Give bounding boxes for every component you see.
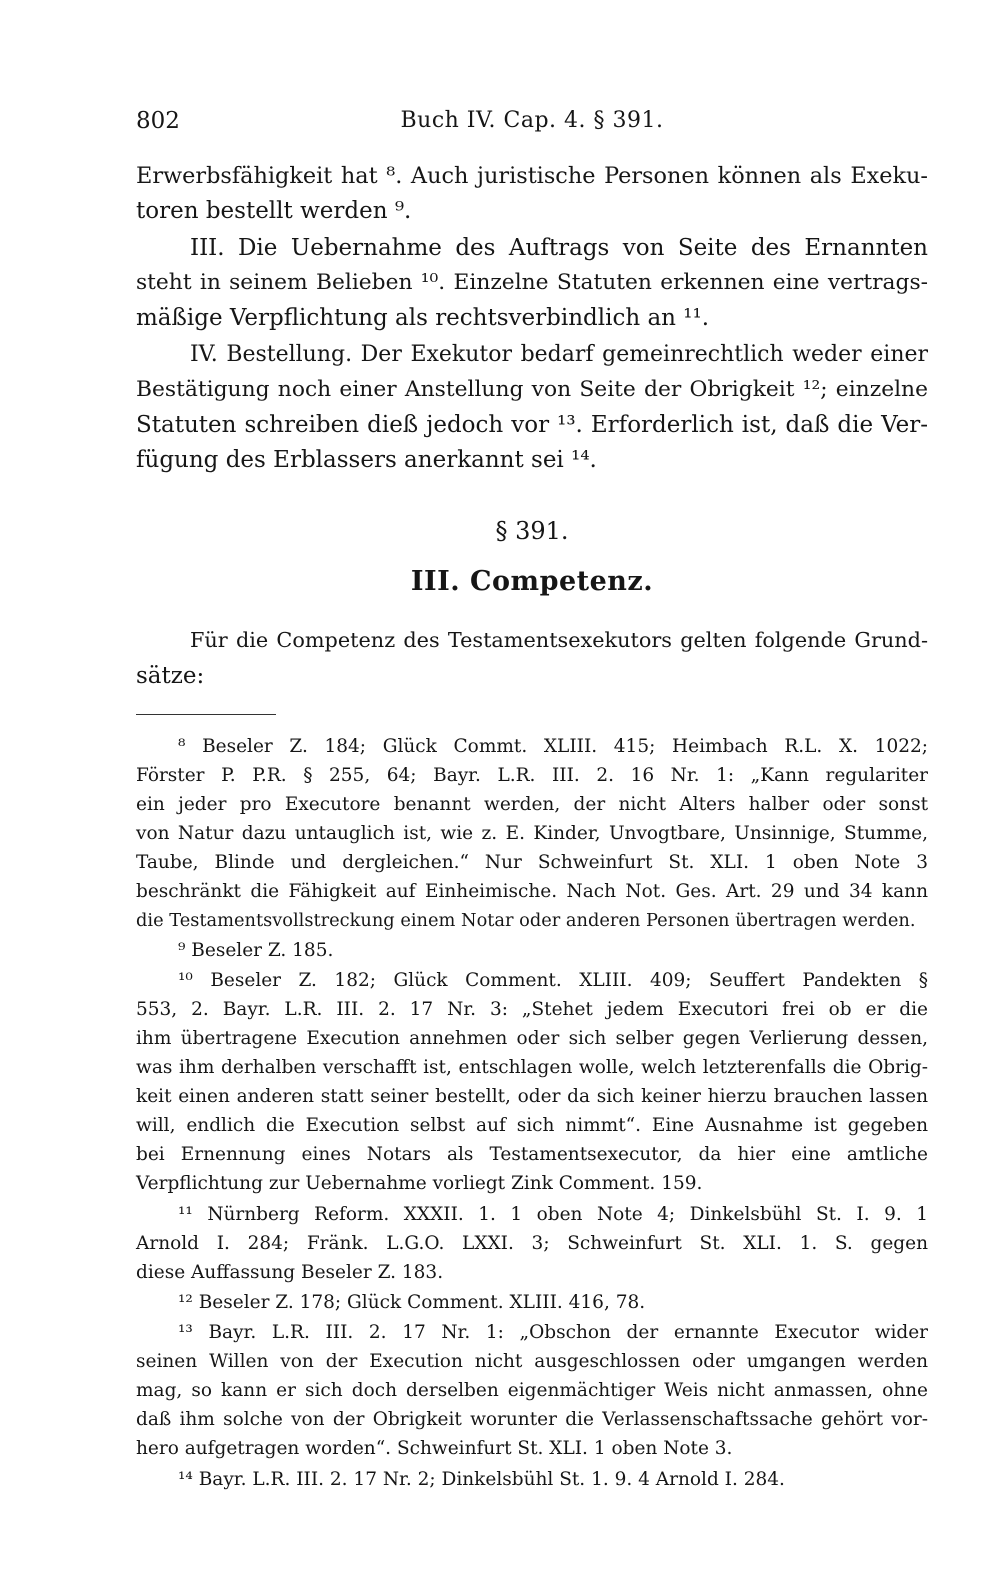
footnote-line: will, endlich die Execution selbst auf sich nimmt“. Eine Ausnahme ist gegeben [136, 1115, 928, 1136]
text-line: Erwerbsfähigkeit hat ⁸. Auch juristische Personen können als Exeku- [136, 163, 928, 189]
footnote-line: ¹³ Bayr. L.R. III. 2. 17 Nr. 1: „Obschon der ernannte Executor wider [178, 1322, 928, 1343]
footnote-line: 553, 2. Bayr. L.R. III. 2. 17 Nr. 3: „Stehet jedem Executori frei ob er die [136, 999, 928, 1020]
footnote-line: ¹¹ Nürnberg Reform. XXXII. 1. 1 oben Note 4; Dinkelsbühl St. I. 9. 1 [178, 1204, 928, 1225]
footnote-line: bei Ernennung eines Notars als Testamentsexecutor, da hier eine amtliche [136, 1144, 928, 1165]
text-line: Statuten schreiben dieß jedoch vor ¹³. Erforderlich ist, daß die Ver- [136, 412, 928, 438]
footnote-line: ¹⁰ Beseler Z. 182; Glück Comment. XLIII. 409; Seuffert Pandekten § [178, 970, 928, 991]
footnote-line: was ihm derhalben verschafft ist, entschlagen wolle, welch letzterenfalls die Obrig- [136, 1057, 928, 1078]
running-title: Buch IV. Cap. 4. § 391. [400, 108, 664, 133]
footnote-line: ⁹ Beseler Z. 185. [178, 940, 334, 961]
footnote-separator [136, 714, 276, 715]
page-header [136, 108, 928, 142]
text-line: Für die Competenz des Testamentsexekutors gelten folgende Grund- [190, 628, 928, 652]
footnote-line: keit einen anderen statt seiner bestellt, oder da sich keiner hierzu brauchen lassen [136, 1086, 928, 1107]
footnote-line: Taube, Blinde und dergleichen.“ Nur Schweinfurt St. XLI. 1 oben Note 3 [136, 852, 928, 873]
footnote-line: ¹⁴ Bayr. L.R. III. 2. 17 Nr. 2; Dinkelsbühl St. 1. 9. 4 Arnold I. 284. [178, 1469, 785, 1490]
footnote-line: ein jeder pro Executore benannt werden, der nicht Alters halber oder sonst [136, 794, 928, 815]
text-line: toren bestellt werden ⁹. [136, 198, 412, 224]
footnote-line: von Natur dazu untauglich ist, wie z. E. Kinder, Unvogtbare, Unsinnige, Stumme, [136, 823, 928, 844]
section-number: § 391. [495, 517, 569, 545]
footnote-line: seinen Willen von der Execution nicht ausgeschlossen oder umgangen werden [136, 1351, 928, 1372]
footnote-line: mag, so kann er sich doch derselben eigenmächtiger Weis nicht anmassen, ohne [136, 1380, 928, 1401]
footnote-line: ihm übertragene Execution annehmen oder sich selber gegen Verlierung dessen, [136, 1028, 928, 1049]
text-line: steht in seinem Belieben ¹⁰. Einzelne Statuten erkennen eine vertrags- [136, 270, 928, 295]
footnote-line: Verpflichtung zur Uebernahme vorliegt Zink Comment. 159. [136, 1173, 703, 1194]
text-line: III. Die Uebernahme des Auftrags von Seite des Ernannten [190, 235, 928, 261]
footnote-line: Arnold I. 284; Fränk. L.G.O. LXXI. 3; Schweinfurt St. XLI. 1. S. gegen [136, 1233, 928, 1254]
text-line: IV. Bestellung. Der Exekutor bedarf gemeinrechtlich weder einer [190, 342, 928, 367]
text-line: sätze: [136, 663, 205, 689]
page-number: 802 [136, 108, 180, 134]
text-line: Bestätigung noch einer Anstellung von Seite der Obrigkeit ¹²; einzelne [136, 377, 928, 402]
footnote-line: hero aufgetragen worden“. Schweinfurt St. XLI. 1 oben Note 3. [136, 1438, 733, 1459]
footnote-line: beschränkt die Fähigkeit auf Einheimische. Nach Not. Ges. Art. 29 und 34 kann [136, 881, 928, 902]
footnote-line: ⁸ Beseler Z. 184; Glück Commt. XLIII. 415; Heimbach R.L. X. 1022; [178, 736, 928, 757]
footnote-line: Förster P. P.R. § 255, 64; Bayr. L.R. III. 2. 16 Nr. 1: „Kann regulariter [136, 765, 928, 786]
footnote-line: die Testamentsvollstreckung einem Notar oder anderen Personen übertragen werden. [136, 910, 916, 931]
section-title: III. Competenz. [410, 566, 654, 597]
text-line: fügung des Erblassers anerkannt sei ¹⁴. [136, 447, 597, 473]
text-line: mäßige Verpflichtung als rechtsverbindlich an ¹¹. [136, 305, 710, 331]
footnote-line: daß ihm solche von der Obrigkeit worunter die Verlassenschaftssache gehört vor- [136, 1409, 928, 1430]
footnote-line: ¹² Beseler Z. 178; Glück Comment. XLIII. 416, 78. [178, 1292, 646, 1313]
footnote-line: diese Auffassung Beseler Z. 183. [136, 1262, 444, 1283]
